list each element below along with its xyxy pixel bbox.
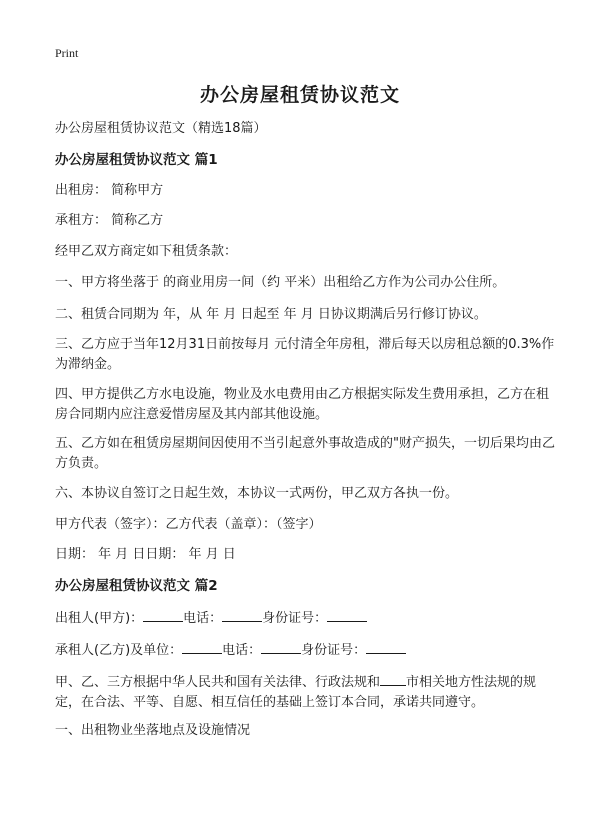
date-line: 日期： 年 月 日日期： 年 月 日	[55, 547, 236, 562]
lessee-info-line	[55, 639, 555, 661]
section-1-heading: 办公房屋租赁协议范文 篇1	[55, 152, 218, 168]
intro-line: 经甲乙双方商定如下租赁条款：	[55, 244, 238, 259]
document-title: 办公房屋租赁协议范文	[199, 84, 400, 106]
clause-3: 三、乙方应于当年12月31日前按每月 元付清全年房租，滞后每天以房租总额的0.3%作为滞纳金。	[55, 337, 555, 372]
paragraph-1-part-b: 市相关地方性法规的规定，在合法、平等、自愿、相互信任的基础上签订本合同，承诺共同遵守。	[55, 675, 537, 710]
lessor-label: 出租人(甲方)：	[55, 611, 144, 626]
paragraph-1	[55, 671, 555, 713]
phone-label: 电话：	[183, 611, 223, 626]
lessee-id-label: 身份证号：	[301, 643, 367, 658]
lessee-id-blank	[366, 639, 406, 654]
clause-2: 二、租赁合同期为 年，从 年 月 日起至 年 月 日协议期满后另行修订协议。	[55, 307, 487, 322]
lessor-phone-blank	[222, 607, 262, 622]
city-blank	[380, 671, 406, 686]
paragraph-1-part-a: 甲、乙、三方根据中华人民共和国有关法律、行政法规和	[55, 675, 381, 690]
item-1-heading: 一、出租物业坐落地点及设施情况	[55, 723, 251, 738]
document-subtitle: 办公房屋租赁协议范文（精选18篇）	[55, 121, 267, 136]
id-label: 身份证号：	[262, 611, 328, 626]
section-2-heading: 办公房屋租赁协议范文 篇2	[55, 578, 218, 594]
lessor-id-blank	[327, 607, 367, 622]
lessee-name-blank	[182, 639, 222, 654]
clause-1: 一、甲方将坐落于 的商业用房一间（约 平米）出租给乙方作为公司办公住所。	[55, 275, 506, 290]
clause-4: 四、甲方提供乙方水电设施，物业及水电费用由乙方根据实际发生费用承担，乙方在租房合同期内应注意爱惜房屋及其内部其他设施。	[55, 387, 550, 422]
lessor-name-blank	[143, 607, 183, 622]
print-link[interactable]: Print	[55, 46, 79, 60]
signature-line: 甲方代表（签字）：乙方代表（盖章）：（签字）	[55, 517, 322, 532]
lessee-phone-label: 电话：	[222, 643, 262, 658]
clause-5: 五、乙方如在租赁房屋期间因使用不当引起意外事故造成的"财产损失，一切后果均由乙方负责。	[55, 436, 555, 471]
lessee-phone-blank	[261, 639, 301, 654]
lessee-line: 承租方： 简称乙方	[55, 213, 164, 228]
clause-6: 六、本协议自签订之日起生效，本协议一式两份，甲乙双方各执一份。	[55, 486, 459, 501]
lessor-line: 出租房： 简称甲方	[55, 183, 164, 198]
lessee-label: 承租人(乙方)及单位：	[55, 643, 183, 658]
lessor-info-line	[55, 607, 555, 629]
